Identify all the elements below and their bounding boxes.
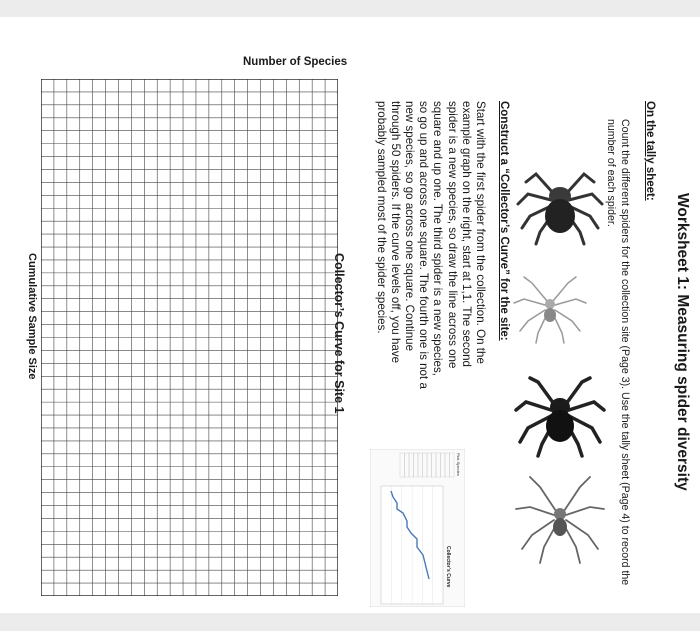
x-axis-label: Cumulative Sample Size	[26, 253, 38, 380]
curve-title: Collector’s Curve for Site 1	[332, 253, 346, 414]
example-collector-curve	[370, 449, 465, 607]
spider-icon	[516, 477, 604, 563]
worksheet-title: Worksheet 1: Measuring spider diversity	[674, 193, 691, 491]
tally-heading: On the tally sheet:	[644, 101, 656, 201]
collector-curve-heading: Construct a “Collector’s Curve” for the site:	[498, 101, 510, 341]
collector-curve-instructions: Start with the first spider from the collection. On the example graph on the right, start at 1,1. The second spider is a new species, so draw the line across one square and up one. The third spider is a new species, so go up and across one square. The fourth one is not a new species, so go across one square. Continue through 50 spiders. If the curve levels off, you have probably sampled most of the spider species.	[374, 101, 487, 389]
y-axis-label: Number of Species	[243, 56, 348, 68]
example-chart-title: Collector’s Curve	[445, 546, 451, 588]
worksheet-page	[0, 17, 700, 613]
spider-icon	[514, 277, 586, 343]
example-table-header: Pick Species	[456, 453, 461, 476]
graph-paper-grid	[41, 79, 338, 596]
spider-icon	[516, 378, 604, 456]
tally-instructions: Count the different spiders for the collection site (Page 3). Use the tally sheet (Page 4) to record the number of each spider.	[605, 119, 631, 586]
spider-pictures	[505, 157, 615, 577]
spider-icon	[518, 174, 602, 244]
